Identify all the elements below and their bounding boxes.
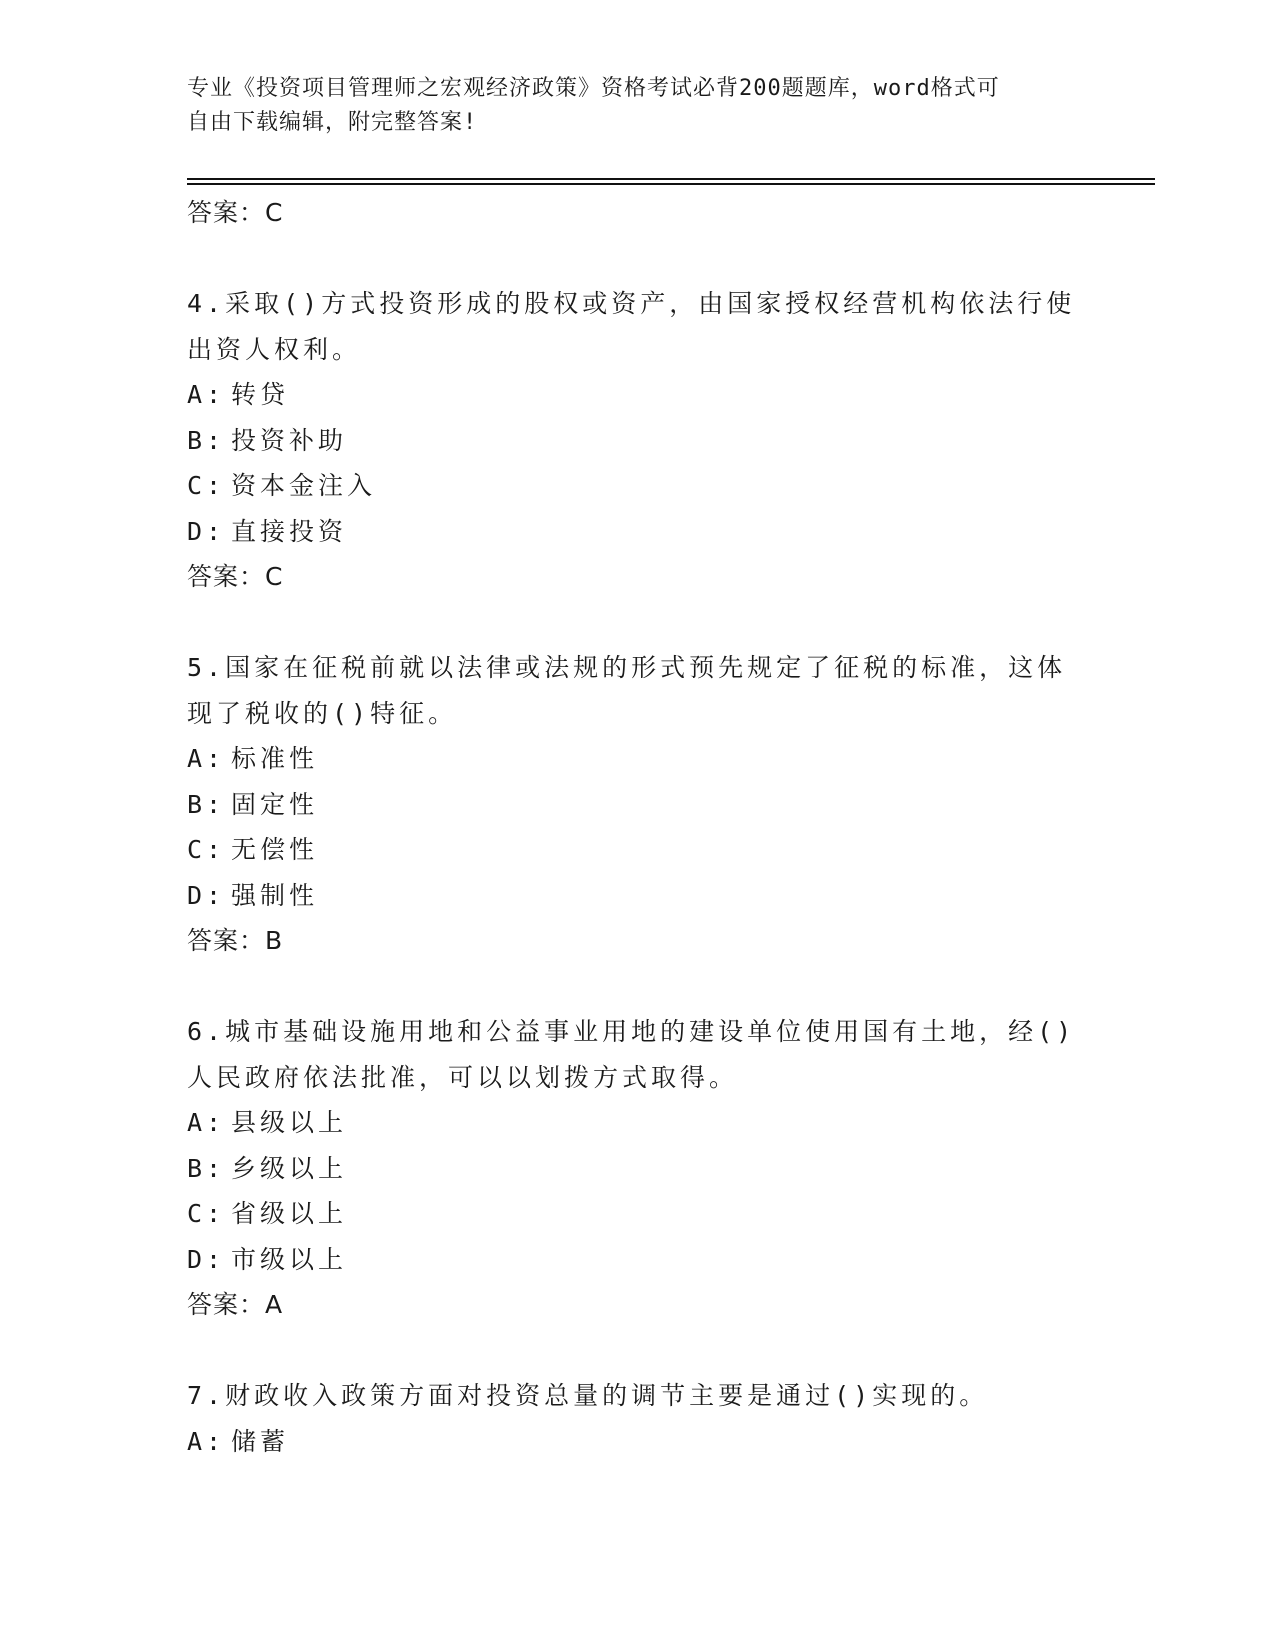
option-text: 储蓄 [231, 1426, 290, 1456]
option-a [187, 1100, 1067, 1146]
option-b [187, 782, 1067, 828]
option-text: 省级以上 [231, 1199, 348, 1228]
spacer [187, 964, 1067, 1010]
option-d [187, 873, 1067, 919]
spacer [187, 600, 1067, 646]
option-letter: B: [187, 1153, 226, 1183]
header-divider-top [187, 178, 1155, 180]
question-stem: 7.财政收入政策方面对投资总量的调节主要是通过()实现的。 [187, 1381, 989, 1410]
option-text: 直接投资 [231, 516, 348, 546]
answer-q5: 答案：B [187, 926, 284, 955]
option-b [187, 418, 1067, 464]
option-text: 资本金注入 [231, 471, 377, 500]
document-body [187, 190, 1076, 1464]
option-letter: D: [187, 880, 226, 910]
option-b [187, 1146, 1067, 1192]
question-stem: 出资人权利。 [187, 334, 362, 364]
option-letter: A: [187, 380, 226, 409]
option-letter: C: [187, 471, 226, 500]
answer-q6: 答案：A [187, 1290, 284, 1319]
option-a [187, 736, 1067, 782]
document-header [187, 72, 1067, 140]
option-d [187, 509, 1067, 555]
option-text: 市级以上 [231, 1244, 348, 1274]
option-c [187, 827, 1067, 873]
option-d [187, 1237, 1067, 1283]
answer-q3: 答案：C [187, 198, 284, 227]
option-a [187, 1419, 1067, 1465]
header-line-2: 自由下载编辑，附完整答案! [187, 110, 478, 135]
option-a [187, 372, 1067, 418]
option-letter: B: [187, 789, 226, 819]
option-letter: D: [187, 516, 226, 546]
option-c [187, 463, 1067, 509]
option-text: 强制性 [231, 880, 319, 910]
header-divider-bottom [187, 183, 1155, 185]
question-stem: 人民政府依法批准，可以以划拨方式取得。 [187, 1062, 739, 1092]
question-5 [187, 645, 1067, 964]
option-text: 标准性 [231, 744, 319, 773]
option-letter: A: [187, 1426, 226, 1456]
option-text: 县级以上 [231, 1108, 348, 1137]
option-letter: C: [187, 835, 226, 864]
question-4 [187, 281, 1076, 600]
option-text: 乡级以上 [231, 1153, 348, 1183]
option-text: 无偿性 [231, 835, 319, 864]
question-stem: 现了税收的()特征。 [187, 698, 458, 728]
question-stem: 6.城市基础设施用地和公益事业用地的建设单位使用国有土地，经() [187, 1017, 1076, 1046]
option-letter: C: [187, 1199, 226, 1228]
answer-q4: 答案：C [187, 562, 284, 591]
option-text: 转贷 [231, 380, 290, 409]
header-line-1: 专业《投资项目管理师之宏观经济政策》资格考试必背200题题库，word格式可 [187, 76, 1000, 101]
option-text: 固定性 [231, 789, 319, 819]
option-text: 投资补助 [231, 425, 348, 455]
question-7 [187, 1373, 1067, 1464]
question-6 [187, 1009, 1076, 1328]
option-letter: A: [187, 744, 226, 773]
option-letter: A: [187, 1108, 226, 1137]
spacer [187, 1328, 1067, 1374]
option-letter: B: [187, 425, 226, 455]
question-stem: 4.采取()方式投资形成的股权或资产，由国家授权经营机构依法行使 [187, 289, 1076, 318]
spacer [187, 236, 1067, 282]
question-stem: 5.国家在征税前就以法律或法规的形式预先规定了征税的标准，这体 [187, 653, 1067, 682]
option-letter: D: [187, 1244, 226, 1274]
option-c [187, 1191, 1067, 1237]
